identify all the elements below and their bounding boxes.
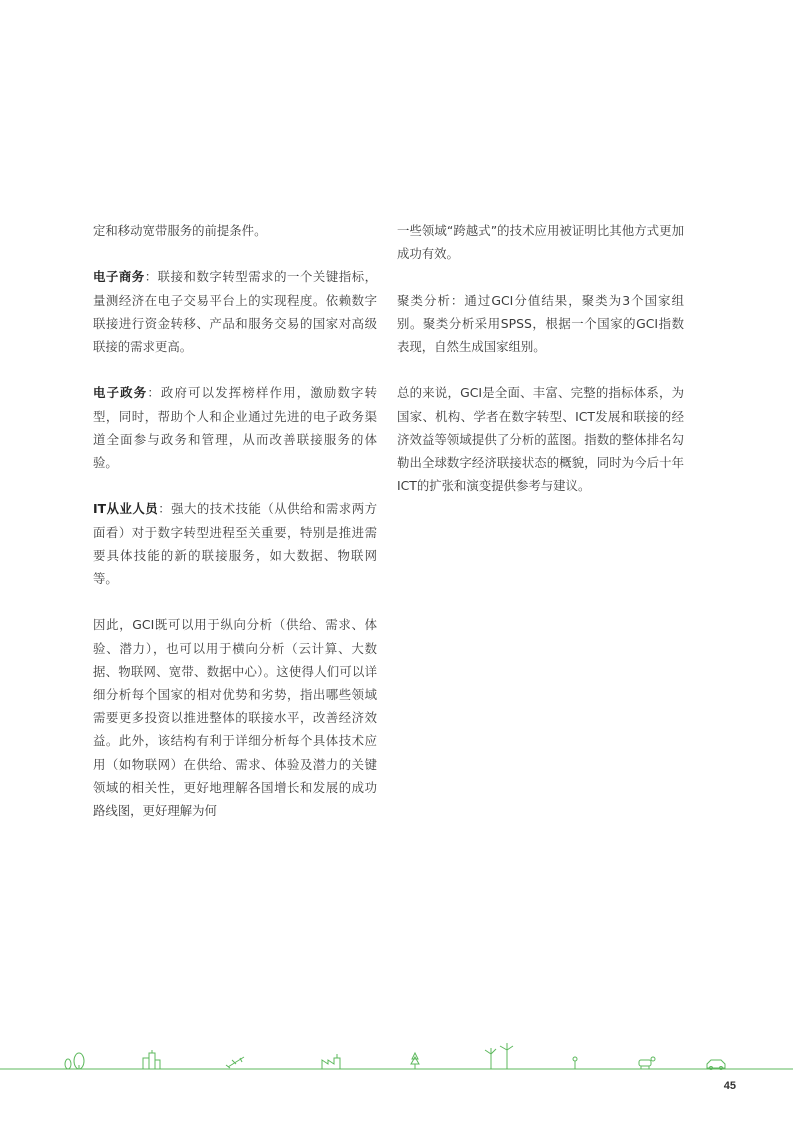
term-egovernment: 电子政务 [93,385,148,401]
paragraph-text: 定和移动宽带服务的前提条件。 [93,223,267,238]
airplane-icon [226,1057,244,1068]
paragraph-text: 聚类分析：通过GCI分值结果，聚类为3个国家组别。聚类分析采用SPSS，根据一个国家的GCI指数表现，自然生成国家组别。 [397,292,684,354]
paragraph-text: ：联接和数字转型需求的一个关键指标，量测经济在电子交易平台上的实现程度。依赖数字联接进行资金转移、产品和服务交易的国家对高级联接的需求更高。 [93,269,378,354]
paragraph [93,219,377,242]
paragraph-ecommerce [93,265,377,358]
page-number: 45 [723,1080,736,1092]
paragraph-egovernment [93,381,377,474]
paragraph [93,613,377,822]
paragraph-text: ：政府可以发挥榜样作用，激励数字转型，同时，帮助个人和企业通过先进的电子政务渠道全面参与政务和管理，从而改善联接服务的体验。 [93,385,378,470]
paragraph-text: ：强大的技术技能（从供给和需求两方面看）对于数字转型进程至关重要，特别是推进需要具体技能的新的联接服务，如大数据、物联网等。 [93,501,378,586]
right-column [397,219,684,521]
term-it-workforce: IT从业人员 [93,501,159,517]
cow-icon [639,1057,655,1069]
factory-icon [322,1054,340,1069]
paragraph-text: 总的来说，GCI是全面、丰富、完整的指标体系，为国家、机构、学者在数字转型、ICT发展和联接的经济效益等领域提供了分析的蓝图。指数的整体排名勾勒出全球数字经济联接状态的概貌，同时为今后十年ICT的扩张和演变提供参考与建议。 [397,385,684,494]
paragraph-summary [397,381,684,497]
buildings-icon [143,1050,160,1069]
tree-icon [411,1053,419,1069]
paragraph-it-workforce [93,497,377,590]
paragraph [397,219,684,265]
car-icon [707,1060,725,1070]
term-ecommerce: 电子商务 [93,269,145,285]
person-icon [573,1057,577,1069]
wind-turbines-icon [485,1043,513,1069]
paragraph-text: 一些领域“跨越式”的技术应用被证明比其他方式更加成功有效。 [397,223,684,262]
footer-landscape [0,1040,793,1076]
trees-icon [65,1053,84,1069]
left-column [93,219,377,845]
paragraph-text: 因此，GCI既可以用于纵向分析（供给、需求、体验、潜力），也可以用于横向分析（云计算、大数据、物联网、宽带、数据中心）。这使得人们可以详细分析每个国家的相对优势和劣势，指出哪些领域需要更多投资以推进整体的联接水平，改善经济效益。此外，该结构有利于详细分析每个具体技术应用（如物联网）在供给、需求、体验及潜力的关键领域的相关性，更好地理解各国增长和发展的成功路线图，更好理解为何 [93,617,377,819]
paragraph-cluster-analysis [397,289,684,359]
